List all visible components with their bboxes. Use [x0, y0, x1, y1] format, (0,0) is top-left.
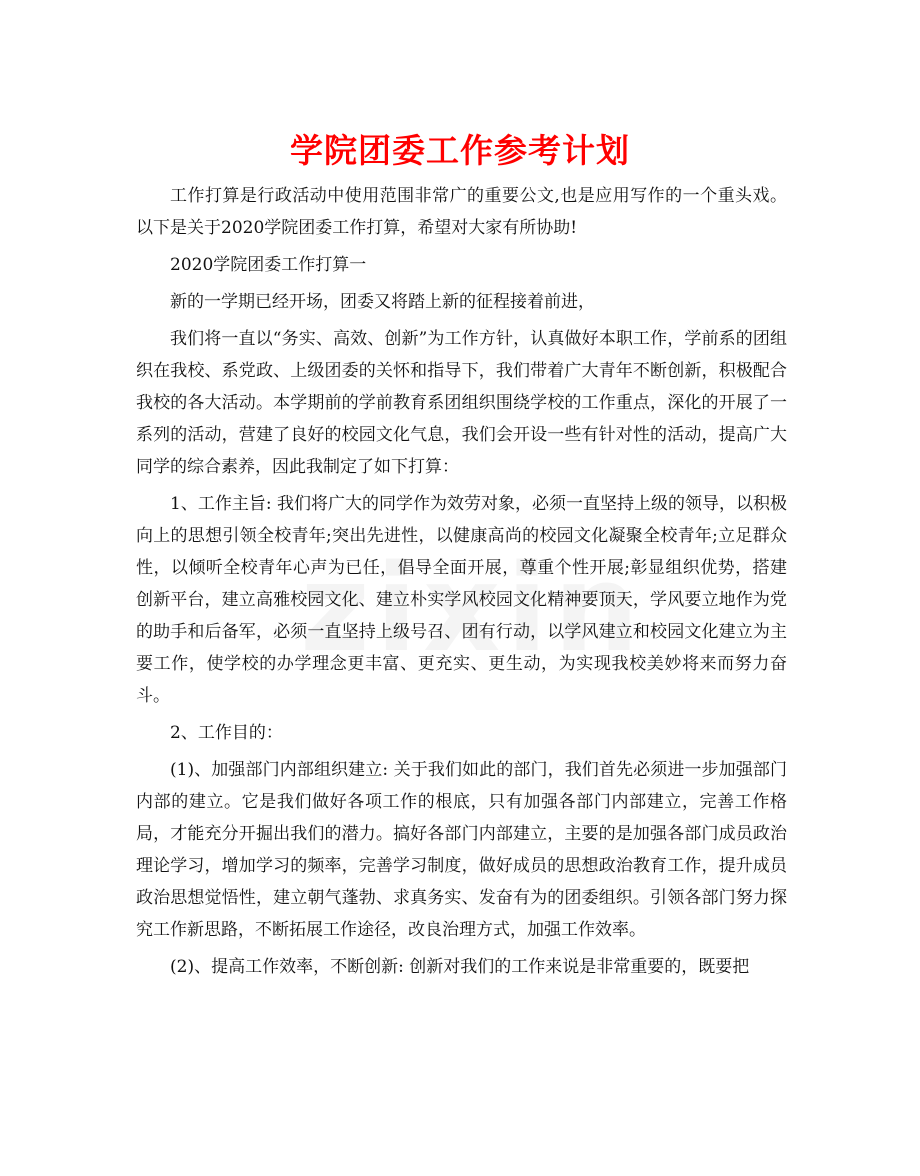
paragraph-goals-heading: 2、工作目的： [170, 723, 283, 743]
paragraph-purpose: 1、工作主旨: 我们将广大的同学作为效劳对象，必须一直坚持上级的领导，以积极向上的思想引领全校青年;突出先进性，以健康高尚的校园文化凝聚全校青年;立足群众性，以倾听全校青年心声为已任，倡导全面开展，尊重个性开展;彰显组织优势，搭建创新平台，建立高雅校园文化、建立朴实学风校园文化精神要顶天，学风要立地作为党的助手和后备军，必须一直坚持上级号召、团有行动，以学风建立和校园文化建立为主要工作，使学校的办学理念更丰富、更充实、更生动，为实现我校美妙将来而努力奋斗。 [136, 494, 787, 706]
document-body [136, 180, 787, 983]
paragraph-goal-1: (1)、加强部门内部组织建立: 关于我们如此的部门，我们首先必须进一步加强部门内部的建立。它是我们做好各项工作的根底，只有加强各部门内部建立，完善工作格局，才能充分开掘出我们的潜力。搞好各部门内部建立，主要的是加强各部门成员政治理论学习，增加学习的频率，完善学习制度，做好成员的思想政治教育工作，提升成员政治思想觉悟性，建立朝气蓬勃、求真务实、发奋有为的团委组织。引领各部门努力探究工作新思路，不断拓展工作途径，改良治理方式，加强工作效率。 [136, 760, 787, 940]
page-title: 学院团委工作参考计划 [290, 131, 630, 170]
paragraph-policy: 我们将一直以“务实、高效、创新”为工作方针，认真做好本职工作，学前系的团组织在我校、系党政、上级团委的关怀和指导下，我们带着广大青年不断创新，积极配合我校的各大活动。本学期前的学前教育系团组织围绕学校的工作重点，深化的开展了一系列的活动，营建了良好的校园文化气息，我们会开设一些有针对性的活动，提高广大同学的综合素养，因此我制定了如下打算： [136, 329, 787, 477]
paragraph-intro: 工作打算是行政活动中使用范围非常广的重要公文,也是应用写作的一个重头戏。以下是关于2020学院团委工作打算，希望对大家有所协助! [136, 186, 787, 238]
paragraph-goal-2: (2)、提高工作效率，不断创新: 创新对我们的工作来说是非常重要的，既要把 [170, 957, 750, 977]
paragraph-section-heading: 2020学院团委工作打算一 [170, 255, 367, 275]
paragraph-new-semester: 新的一学期已经开场，团委又将踏上新的征程接着前进， [170, 292, 595, 312]
